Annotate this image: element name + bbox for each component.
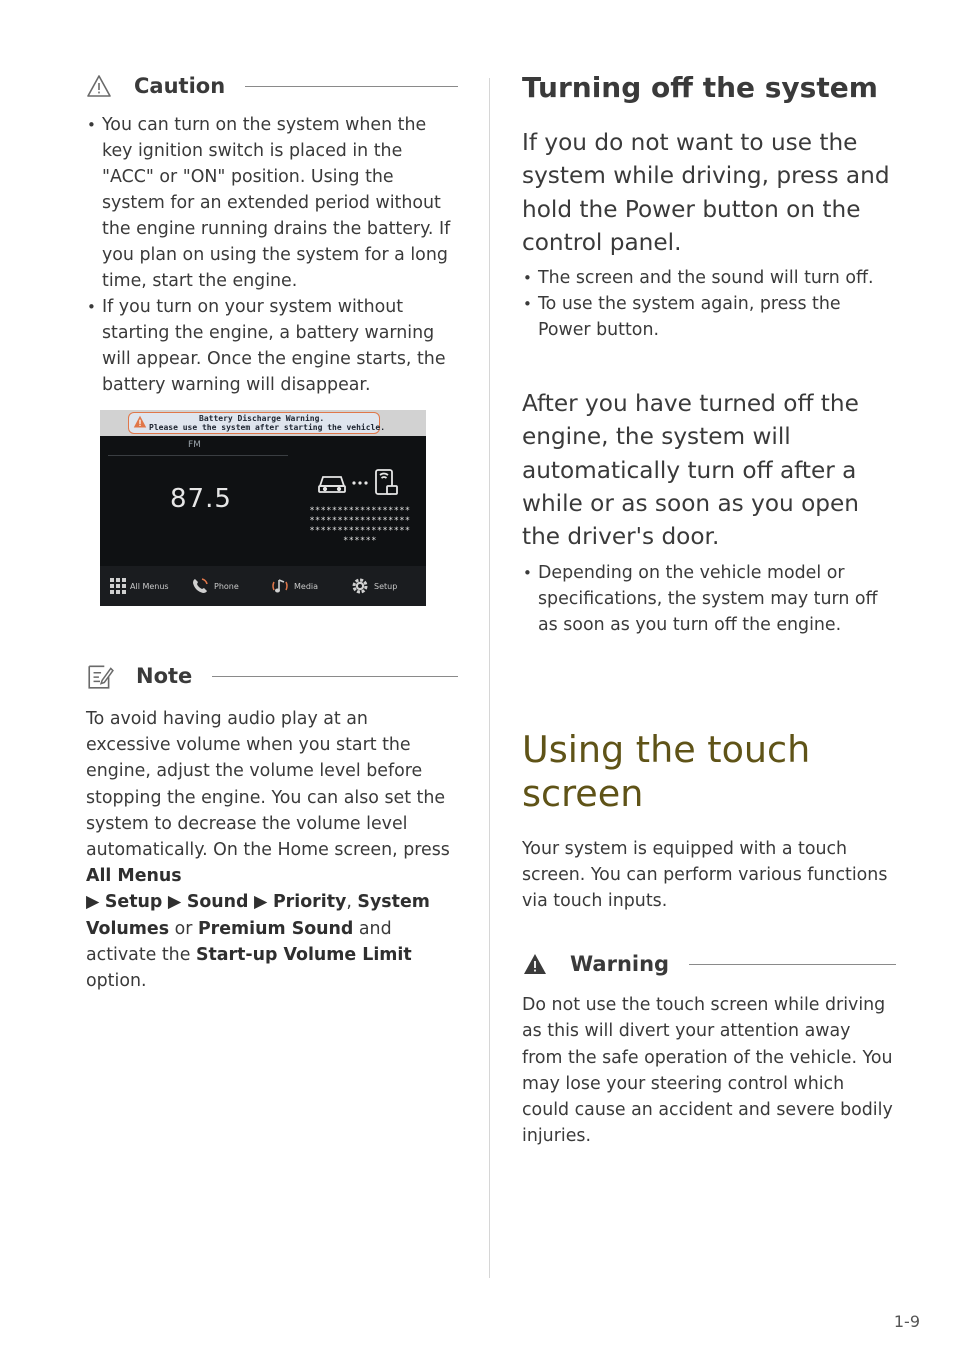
frequency-display: 87.5 bbox=[170, 484, 232, 514]
caution-header bbox=[86, 68, 458, 104]
warning-icon bbox=[522, 951, 548, 977]
note-icon bbox=[86, 662, 114, 690]
band-divider bbox=[108, 455, 288, 456]
warning-line-2: Please use the system after starting the vehicle. bbox=[149, 423, 386, 432]
priority-term: Priority bbox=[272, 892, 347, 913]
sound-term: Sound bbox=[186, 892, 249, 913]
setup-button[interactable] bbox=[350, 574, 397, 598]
left-column bbox=[86, 68, 458, 994]
turning-off-list bbox=[522, 265, 896, 343]
band-label: FM bbox=[188, 440, 201, 450]
note-title: Note bbox=[136, 664, 193, 688]
gear-icon bbox=[350, 576, 370, 596]
warning-triangle-icon bbox=[133, 415, 147, 429]
phone-label: Phone bbox=[214, 581, 239, 591]
setup-label: Setup bbox=[374, 581, 398, 591]
setup-term: Setup bbox=[104, 892, 163, 913]
touch-heading-line-2: screen bbox=[522, 771, 644, 815]
caution-title: Caution bbox=[134, 74, 226, 98]
car-icon bbox=[319, 477, 345, 492]
caution-bullet: • If you turn on your system without starting the engine, a battery warning will appear. Once the engine starts, the battery warning will disappear. bbox=[86, 294, 458, 398]
all-menus-label: All Menus bbox=[130, 581, 169, 591]
arrow-glyph: ▶ bbox=[254, 892, 268, 913]
media-icon bbox=[270, 576, 290, 596]
connectivity-icons bbox=[316, 466, 416, 498]
arrow-glyph: ▶ bbox=[86, 892, 100, 913]
touch-heading-line-1: Using the touch bbox=[522, 727, 811, 771]
all-menus-term: All Menus bbox=[86, 866, 182, 887]
warning-header bbox=[522, 946, 896, 982]
note-text bbox=[86, 706, 458, 994]
turning-off-heading: Turning off the system bbox=[522, 71, 878, 104]
note-rule bbox=[212, 676, 458, 677]
media-label: Media bbox=[294, 581, 319, 591]
system-volumes-term: System Volumes bbox=[86, 892, 430, 939]
turning-off-bullet: • To use the system again, press the Power button. bbox=[522, 291, 896, 343]
page-number: 1-9 bbox=[893, 1312, 920, 1331]
arrow-glyph: ▶ bbox=[167, 892, 182, 913]
auto-off-bullet: • Depending on the vehicle model or specifications, the system may turn off as soon as you turn off the engine. bbox=[522, 560, 896, 638]
or-text: or bbox=[169, 918, 198, 939]
caution-rule bbox=[245, 86, 458, 87]
masked-line: ****************** bbox=[309, 516, 411, 526]
dots-icon bbox=[352, 481, 367, 484]
warning-bar bbox=[100, 410, 426, 436]
column-divider bbox=[489, 78, 490, 1278]
caution-icon bbox=[86, 73, 112, 99]
touch-screen-heading bbox=[522, 728, 896, 816]
premium-sound-term: Premium Sound bbox=[197, 918, 354, 939]
warning-text: Do not use the touch screen while driving as this will divert your attention away from the safe operation of the vehicle. You may lose your steering control which could cause an accident and severe bodily injuries. bbox=[522, 995, 893, 1147]
battery-warning-screenshot bbox=[100, 410, 426, 606]
turning-off-bullet: • The screen and the sound will turn off. bbox=[522, 265, 896, 291]
auto-off-list bbox=[522, 560, 896, 638]
media-button[interactable] bbox=[270, 574, 318, 598]
option-text: option. bbox=[86, 971, 147, 992]
right-column bbox=[522, 68, 896, 1150]
warning-line-1: Battery Discharge Warning. bbox=[199, 414, 325, 423]
phone-icon bbox=[190, 576, 210, 596]
phone-wifi-icon bbox=[376, 470, 397, 494]
note-text-intro: To avoid having audio play at an excessive volume when you start the engine, adjust the volume level before stopping the engine. You can also set the system to decrease the volume level automatically. On the Home screen, press bbox=[86, 709, 450, 861]
phone-button[interactable] bbox=[190, 574, 239, 598]
comma: , bbox=[346, 892, 358, 913]
masked-text bbox=[296, 506, 424, 546]
warning-title: Warning bbox=[570, 952, 670, 977]
note-header bbox=[86, 658, 458, 694]
auto-off-lead: After you have turned off the engine, the system will automatically turn off after a while or as soon as you open the driver's door. bbox=[522, 390, 859, 551]
caution-list bbox=[86, 112, 458, 398]
menu-bar bbox=[100, 566, 426, 606]
all-menus-button[interactable] bbox=[110, 574, 169, 598]
masked-line: ****************** bbox=[309, 526, 411, 536]
startup-volume-limit-term: Start-up Volume Limit bbox=[195, 944, 412, 965]
turning-off-lead: If you do not want to use the system while driving, press and hold the Power button on the control panel. bbox=[522, 129, 890, 256]
and-activate-text: and activate the bbox=[86, 918, 392, 965]
caution-bullet: • You can turn on the system when the key ignition switch is placed in the "ACC" or "ON" position. Using the system for an extended period without the engine running drains the battery. If you plan on using the system for a long time, start the engine. bbox=[86, 112, 458, 294]
warning-popup bbox=[128, 412, 386, 434]
masked-line: ****************** bbox=[309, 506, 411, 516]
masked-line: ****** bbox=[343, 536, 377, 546]
grid-icon bbox=[110, 578, 126, 594]
warning-rule bbox=[689, 964, 896, 965]
touch-screen-intro: Your system is equipped with a touch screen. You can perform various functions via touch inputs. bbox=[522, 838, 888, 912]
